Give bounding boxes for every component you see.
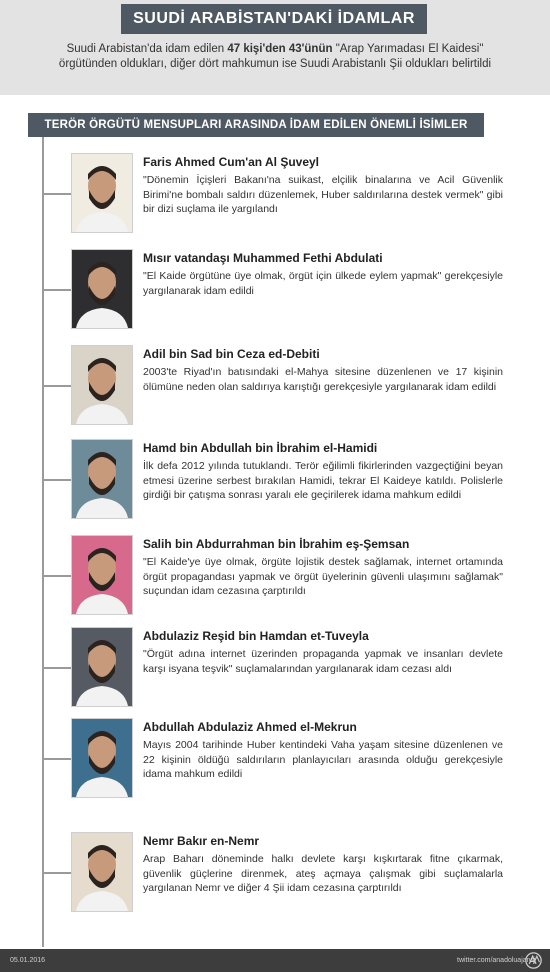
subtitle-highlight: 47 kişi'den 43'ünün xyxy=(227,43,333,55)
timeline-connector xyxy=(42,575,71,577)
person-photo xyxy=(71,627,133,707)
timeline-line xyxy=(42,137,44,947)
timeline-connector xyxy=(42,193,71,195)
timeline-connector xyxy=(42,289,71,291)
timeline-connector xyxy=(42,385,71,387)
person-photo xyxy=(71,718,133,798)
person-name: Hamd bin Abdullah bin İbrahim el-Hamidi xyxy=(143,441,378,455)
header xyxy=(0,0,550,95)
timeline-connector xyxy=(42,479,71,481)
person-photo xyxy=(71,832,133,912)
timeline-connector xyxy=(42,872,71,874)
person-description: "Örgüt adına internet üzerinden propaganda yapmak ve insanları devlete karşı isyana teşvik" suçlamalarından yargılanarak idam cezası aldı xyxy=(143,648,503,675)
timeline-connector xyxy=(42,758,71,760)
person-photo xyxy=(71,153,133,233)
section-title: TERÖR ÖRGÜTÜ MENSUPLARI ARASINDA İDAM EDİLEN ÖNEMLİ İSİMLER xyxy=(28,113,484,137)
agency-logo-icon xyxy=(525,952,542,969)
footer-date: 05.01.2016 xyxy=(10,957,46,964)
footer xyxy=(0,949,550,972)
subtitle-text-end: "Arap Yarımadası El Kaidesi" örgütünden oldukları, diğer dört mahkumun ise Suudi Arabistanlı Şii oldukları belirtildi xyxy=(58,43,492,70)
person-description: "Dönemin İçişleri Bakanı'na suikast, elçilik binalarına ve Acil Güvenlik Birimi'ne bombalı saldırı düzenlemek, Huber saldırılarına destek vermek" gibi bir dizi suçlama ile yargılandı xyxy=(143,174,503,215)
person-description: Arap Baharı döneminde halkı devlete karşı kışkırtarak fitne çıkarmak, güvenlik güçlerine direnmek, ateş açmaya çalışmak gibi suçlamalarla yargılanan Nemr ve diğer 4 Şii idam cezasına çarptırıldı xyxy=(143,853,503,894)
page-title: SUUDİ ARABİSTAN'DAKİ İDAMLAR xyxy=(121,4,427,34)
person-photo xyxy=(71,535,133,615)
subtitle-text-start: Suudi Arabistan'da idam edilen xyxy=(66,43,228,55)
person-description: Mayıs 2004 tarihinde Huber kentindeki Vaha yaşam sitesine düzenlenen ve 22 kişinin öldüğü saldırıların planlayıcıları arasında olduğu gerekçesiyle idama mahkum edildi xyxy=(143,739,503,780)
person-description: "El Kaide'ye üye olmak, örgüte lojistik destek sağlamak, internet ortamında örgüt propagandası yapmak ve örgüt üyelerinin güvenli ulaşımını sağlamak" suçundan idam cezasına çarptırıldı xyxy=(143,556,503,597)
person-description: İlk defa 2012 yılında tutuklandı. Terör eğilimli fikirlerinden vazgeçtiğini beyan etmesi üzerine serbest bırakılan Hamidi, tekrar El Kaideye katıldı. Polislerle girdiği bir çatışma sonrası yaralı ele geçirilerek idama mahkum edildi xyxy=(143,460,503,501)
person-name: Abdulaziz Reşid bin Hamdan et-Tuveyla xyxy=(143,629,369,643)
subtitle xyxy=(45,42,505,72)
footer-twitter-link[interactable]: twitter.com/anadoluajansi xyxy=(457,957,536,964)
person-photo xyxy=(71,439,133,519)
person-name: Adil bin Sad bin Ceza ed-Debiti xyxy=(143,347,320,361)
person-photo xyxy=(71,345,133,425)
person-name: Nemr Bakır en-Nemr xyxy=(143,834,260,848)
person-description: 2003'te Riyad'ın batısındaki el-Mahya sitesine düzenlenen ve 17 kişinin ölümüne neden olan saldırıya karıştığı gerekçesiyle yargılanarak idam edildi xyxy=(143,366,503,393)
person-name: Mısır vatandaşı Muhammed Fethi Abdulati xyxy=(143,251,383,265)
person-name: Abdullah Abdulaziz Ahmed el-Mekrun xyxy=(143,720,357,734)
person-name: Faris Ahmed Cum'an Al Şuveyl xyxy=(143,155,320,169)
person-name: Salih bin Abdurrahman bin İbrahim eş-Şemsan xyxy=(143,537,410,551)
person-photo xyxy=(71,249,133,329)
timeline-connector xyxy=(42,667,71,669)
person-description: "El Kaide örgütüne üye olmak, örgüt için ülkede eylem yapmak" gerekçesiyle yargılanarak idam edildi xyxy=(143,270,503,297)
